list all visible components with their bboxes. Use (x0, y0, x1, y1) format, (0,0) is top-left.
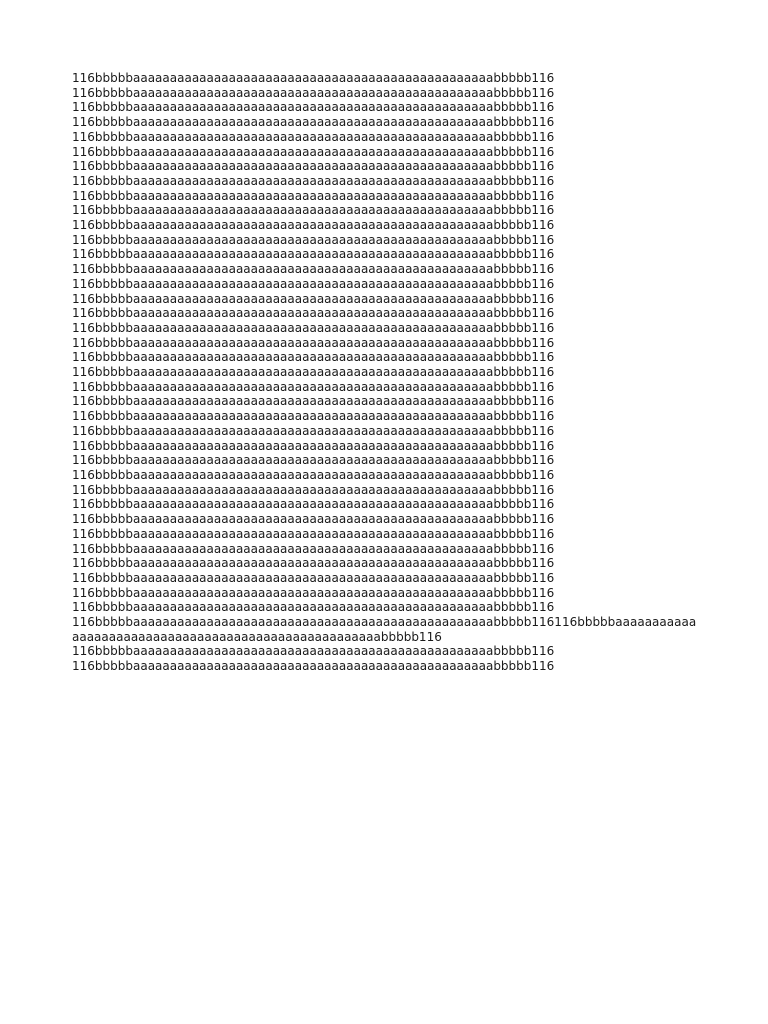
text-line: 116bbbbbaaaaaaaaaaaaaaaaaaaaaaaaaaaaaaaaaaaaaaaaaaaaaaaaabbbbb116 (72, 335, 555, 350)
text-line: 116bbbbbaaaaaaaaaaaaaaaaaaaaaaaaaaaaaaaaaaaaaaaaaaaaaaaaabbbbb116 (72, 526, 555, 541)
text-line: 116bbbbbaaaaaaaaaaaaaaaaaaaaaaaaaaaaaaaaaaaaaaaaaaaaaaaaabbbbb116 (72, 482, 555, 497)
text-line: 116bbbbbaaaaaaaaaaaaaaaaaaaaaaaaaaaaaaaaaaaaaaaaaaaaaaaaabbbbb116 (72, 585, 555, 600)
text-line: 116bbbbbaaaaaaaaaaaaaaaaaaaaaaaaaaaaaaaaaaaaaaaaaaaaaaaaabbbbb116 (72, 600, 555, 615)
text-line: 116bbbbbaaaaaaaaaaaaaaaaaaaaaaaaaaaaaaaaaaaaaaaaaaaaaaaaabbbbb116 (72, 188, 555, 203)
text-line: 116bbbbbaaaaaaaaaaaaaaaaaaaaaaaaaaaaaaaaaaaaaaaaaaaaaaaaabbbbb116 (72, 659, 555, 674)
text-line: 116bbbbbaaaaaaaaaaaaaaaaaaaaaaaaaaaaaaaaaaaaaaaaaaaaaaaaabbbbb116 (72, 247, 555, 262)
text-line: 116bbbbbaaaaaaaaaaaaaaaaaaaaaaaaaaaaaaaaaaaaaaaaaaaaaaaaabbbbb116 (72, 644, 555, 659)
text-line: 116bbbbbaaaaaaaaaaaaaaaaaaaaaaaaaaaaaaaaaaaaaaaaaaaaaaaaabbbbb116 (72, 262, 555, 277)
text-line: 116bbbbbaaaaaaaaaaaaaaaaaaaaaaaaaaaaaaaaaaaaaaaaaaaaaaaaabbbbb116 (72, 570, 555, 585)
text-line: 116bbbbbaaaaaaaaaaaaaaaaaaaaaaaaaaaaaaaaaaaaaaaaaaaaaaaaabbbbb116 (72, 394, 555, 409)
text-line: 116bbbbbaaaaaaaaaaaaaaaaaaaaaaaaaaaaaaaaaaaaaaaaaaaaaaaaabbbbb116 (72, 115, 555, 130)
text-line: 116bbbbbaaaaaaaaaaaaaaaaaaaaaaaaaaaaaaaaaaaaaaaaaaaaaaaaabbbbb116 (72, 218, 555, 233)
text-line: 116bbbbbaaaaaaaaaaaaaaaaaaaaaaaaaaaaaaaaaaaaaaaaaaaaaaaaabbbbb116 (72, 159, 555, 174)
text-line: 116bbbbbaaaaaaaaaaaaaaaaaaaaaaaaaaaaaaaaaaaaaaaaaaaaaaaaabbbbb116 (72, 85, 555, 100)
text-line: 116bbbbbaaaaaaaaaaaaaaaaaaaaaaaaaaaaaaaaaaaaaaaaaaaaaaaaabbbbb116 (72, 497, 555, 512)
text-line: 116bbbbbaaaaaaaaaaaaaaaaaaaaaaaaaaaaaaaaaaaaaaaaaaaaaaaaabbbbb116 (72, 423, 555, 438)
text-line: 116bbbbbaaaaaaaaaaaaaaaaaaaaaaaaaaaaaaaaaaaaaaaaaaaaaaaaabbbbb116 (72, 291, 555, 306)
text-line: 116bbbbbaaaaaaaaaaaaaaaaaaaaaaaaaaaaaaaaaaaaaaaaaaaaaaaaabbbbb116 (72, 453, 555, 468)
text-line: 116bbbbbaaaaaaaaaaaaaaaaaaaaaaaaaaaaaaaaaaaaaaaaaaaaaaaaabbbbb116 (72, 100, 555, 115)
text-line: 116bbbbbaaaaaaaaaaaaaaaaaaaaaaaaaaaaaaaaaaaaaaaaaaaaaaaaabbbbb116 (72, 71, 555, 85)
text-line: 116bbbbbaaaaaaaaaaaaaaaaaaaaaaaaaaaaaaaaaaaaaaaaaaaaaaaaabbbbb116 (72, 409, 555, 424)
text-line: 116bbbbbaaaaaaaaaaaaaaaaaaaaaaaaaaaaaaaaaaaaaaaaaaaaaaaaabbbbb116 (72, 379, 555, 394)
text-line: 116bbbbbaaaaaaaaaaaaaaaaaaaaaaaaaaaaaaaaaaaaaaaaaaaaaaaaabbbbb116 (72, 320, 555, 335)
text-line: 116bbbbbaaaaaaaaaaaaaaaaaaaaaaaaaaaaaaaaaaaaaaaaaaaaaaaaabbbbb116 (72, 556, 555, 571)
text-line: 116bbbbbaaaaaaaaaaaaaaaaaaaaaaaaaaaaaaaaaaaaaaaaaaaaaaaaabbbbb116 (72, 173, 555, 188)
text-line: 116bbbbbaaaaaaaaaaaaaaaaaaaaaaaaaaaaaaaaaaaaaaaaaaaaaaaaabbbbb116 (72, 541, 555, 556)
text-line: 116bbbbbaaaaaaaaaaaaaaaaaaaaaaaaaaaaaaaaaaaaaaaaaaaaaaaaabbbbb116 (72, 306, 555, 321)
text-line: 116bbbbbaaaaaaaaaaaaaaaaaaaaaaaaaaaaaaaaaaaaaaaaaaaaaaaaabbbbb116 (72, 129, 555, 144)
text-line: 116bbbbbaaaaaaaaaaaaaaaaaaaaaaaaaaaaaaaaaaaaaaaaaaaaaaaaabbbbb116 (72, 232, 555, 247)
text-line: 116bbbbbaaaaaaaaaaaaaaaaaaaaaaaaaaaaaaaaaaaaaaaaaaaaaaaaabbbbb116 (72, 144, 555, 159)
text-line: 116bbbbbaaaaaaaaaaaaaaaaaaaaaaaaaaaaaaaaaaaaaaaaaaaaaaaaabbbbb116 (72, 365, 555, 380)
text-line: 116bbbbbaaaaaaaaaaaaaaaaaaaaaaaaaaaaaaaaaaaaaaaaaaaaaaaaabbbbb116 (72, 350, 555, 365)
text-line: 116bbbbbaaaaaaaaaaaaaaaaaaaaaaaaaaaaaaaaaaaaaaaaaaaaaaaaabbbbb116 (72, 512, 555, 527)
text-line: 116bbbbbaaaaaaaaaaaaaaaaaaaaaaaaaaaaaaaaaaaaaaaaaaaaaaaaabbbbb116 (72, 467, 555, 482)
text-line: 116bbbbbaaaaaaaaaaaaaaaaaaaaaaaaaaaaaaaaaaaaaaaaaaaaaaaaabbbbb116 (72, 276, 555, 291)
text-line: 116bbbbbaaaaaaaaaaaaaaaaaaaaaaaaaaaaaaaaaaaaaaaaaaaaaaaaabbbbb116 (72, 438, 555, 453)
text-line: 116bbbbbaaaaaaaaaaaaaaaaaaaaaaaaaaaaaaaaaaaaaaaaaaaaaaaaabbbbb116 (72, 203, 555, 218)
text-line: 116bbbbbaaaaaaaaaaaaaaaaaaaaaaaaaaaaaaaaaaaaaaaaaaaaaaaaabbbbb116116bbbbbaaaaaaaaaaaaaaaaaaaaaaaaaaaaaaaaaaaaaaaaaaaaaaaaaaaaabbbbb116 (72, 615, 697, 644)
document-body (72, 71, 698, 674)
